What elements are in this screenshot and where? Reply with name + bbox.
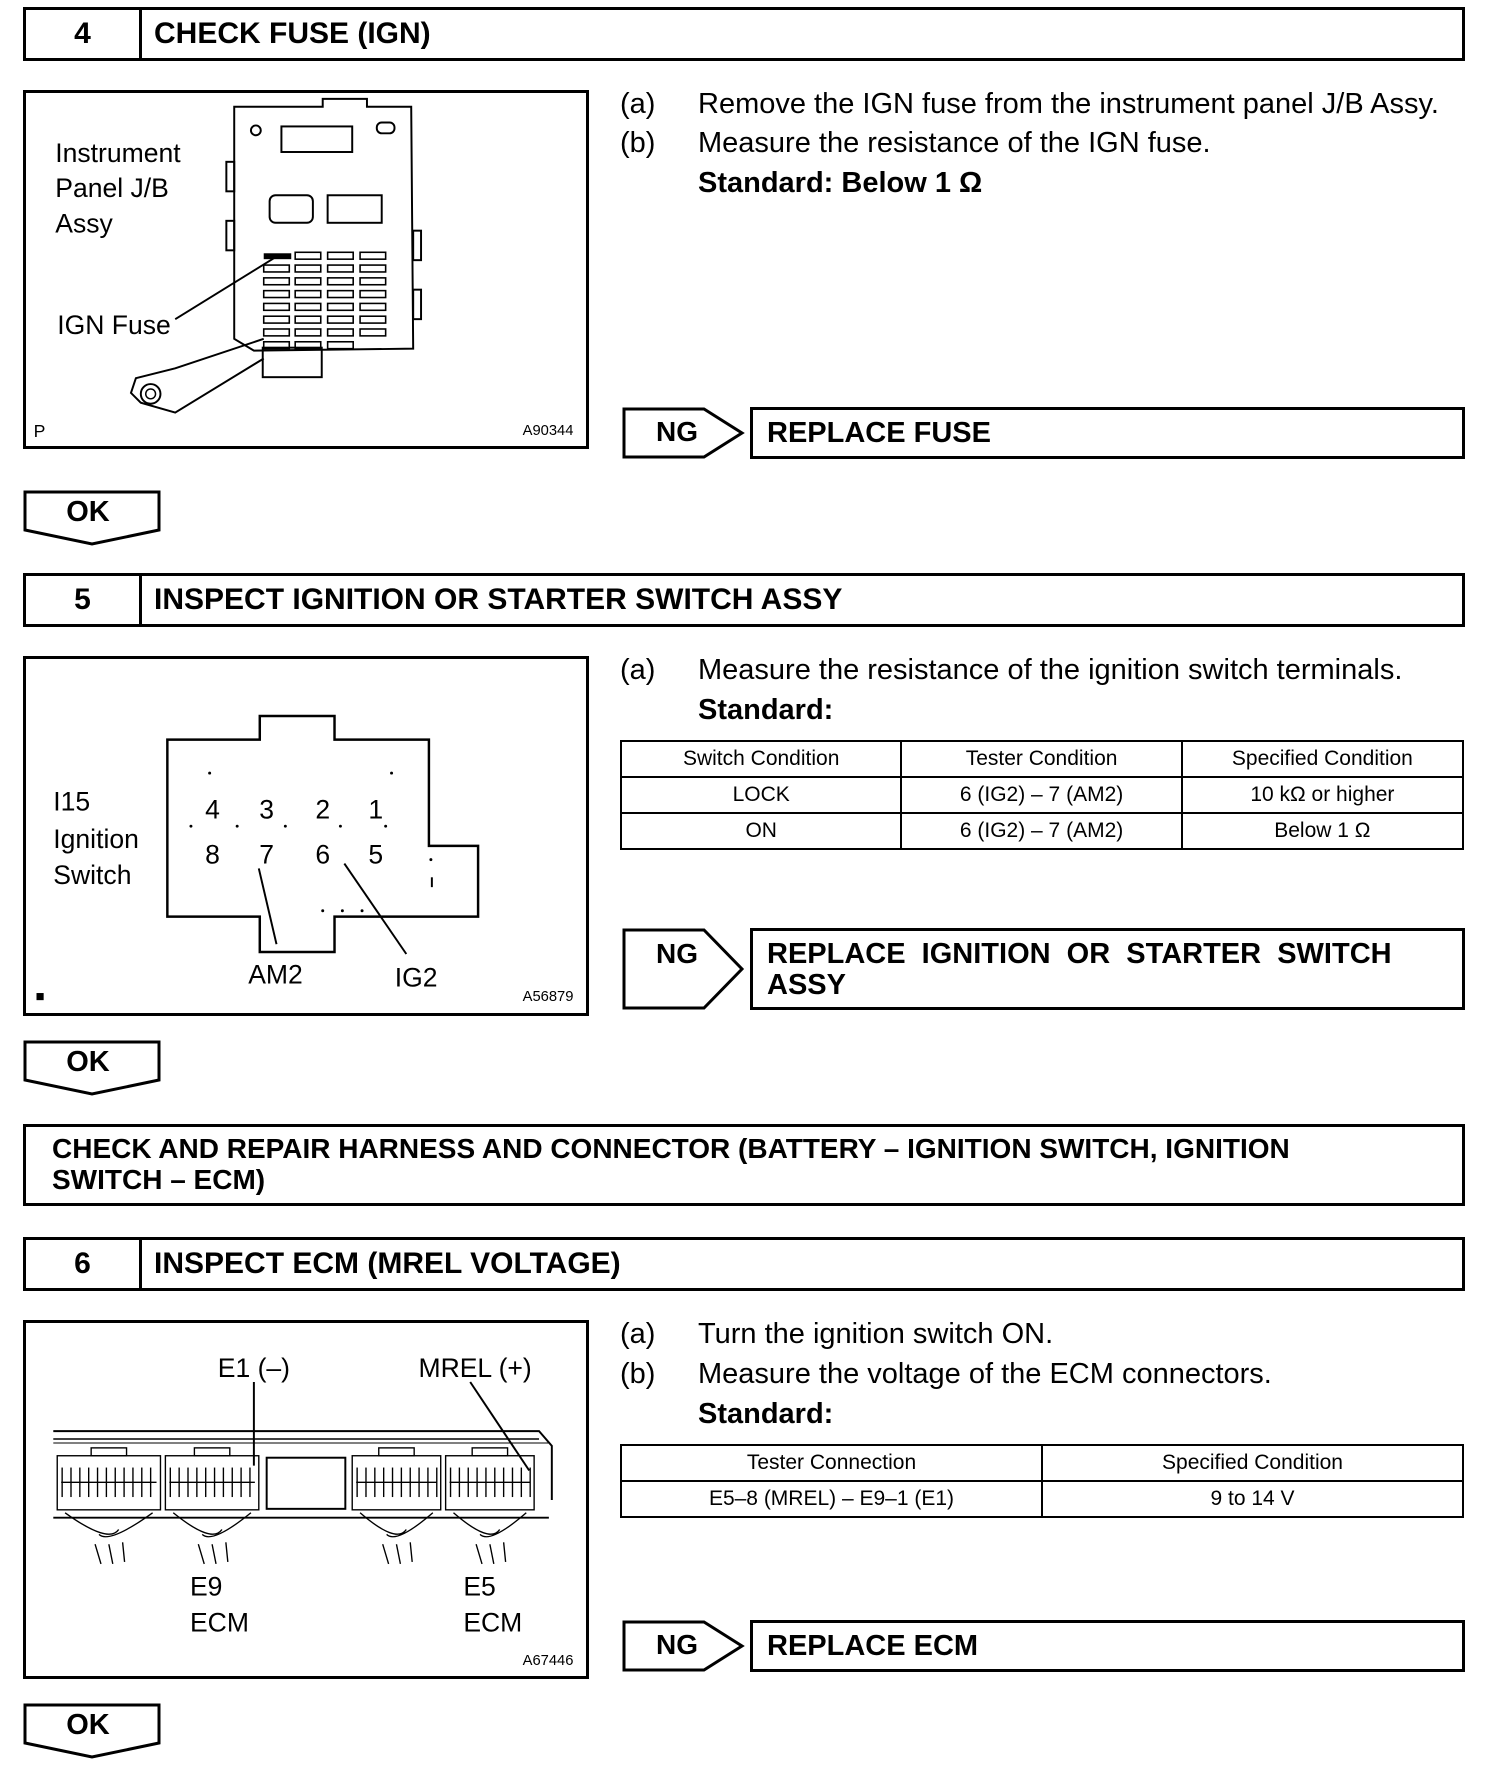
- instruction-a: (a) Remove the IGN fuse from the instrument panel J/B Assy.: [620, 88, 1439, 120]
- table-cell: 6 (IG2) – 7 (AM2): [901, 777, 1181, 813]
- label-e9-ecm: ECM: [189, 1607, 249, 1638]
- pin-1: 1: [368, 794, 384, 825]
- step-title: CHECK FUSE (IGN): [154, 17, 431, 50]
- label-switch: Switch: [53, 860, 132, 891]
- step-number: 4: [26, 10, 142, 58]
- corner-mark: ■: [35, 989, 45, 1006]
- figure-id: A90344: [522, 423, 574, 440]
- ng-result-switch: NG REPLACE IGNITION OR STARTER SWITCH ASSY: [622, 928, 1465, 1010]
- table-header-row: [621, 1445, 1463, 1481]
- label-e9: E9: [189, 1571, 223, 1602]
- ng-action: REPLACE IGNITION OR STARTER SWITCH ASSY: [750, 928, 1465, 1010]
- corner-mark: P: [33, 421, 46, 442]
- pin-3: 3: [259, 794, 275, 825]
- table-row: [621, 777, 1463, 813]
- step-number: 6: [26, 1240, 142, 1288]
- figure-id: A67446: [522, 1653, 574, 1670]
- pin-8: 8: [205, 839, 220, 870]
- ecm-figure: [23, 1320, 589, 1679]
- label-i15: I15: [53, 786, 91, 817]
- label-jb-line1: Instrument: [55, 137, 181, 168]
- step-title: INSPECT ECM (MREL VOLTAGE): [154, 1247, 621, 1280]
- table-cell: LOCK: [621, 777, 901, 813]
- pin-6: 6: [315, 839, 331, 870]
- table-header-cell: Specified Condition: [1042, 1445, 1463, 1481]
- table-cell: Below 1 Ω: [1182, 813, 1463, 849]
- label-ignition: Ignition: [53, 823, 139, 854]
- table-cell: E5–8 (MREL) – E9–1 (E1): [621, 1481, 1042, 1517]
- ng-result-fuse: NG REPLACE FUSE: [622, 407, 1465, 459]
- ok-result-step5: OK: [23, 1040, 161, 1092]
- instruction-a: (a) Measure the resistance of the ignition switch terminals.: [620, 654, 1403, 686]
- label-ign-fuse: IGN Fuse: [57, 309, 171, 340]
- ng-result-ecm: NG REPLACE ECM: [622, 1620, 1465, 1672]
- step-number: 5: [26, 576, 142, 624]
- repair-harness-box: CHECK AND REPAIR HARNESS AND CONNECTOR (BATTERY – IGNITION SWITCH, IGNITION SWITCH – ECM): [23, 1124, 1465, 1206]
- table-header-cell: Tester Connection: [621, 1445, 1042, 1481]
- figure-id: A56879: [522, 989, 574, 1006]
- label-e5: E5: [463, 1571, 496, 1602]
- table-cell: ON: [621, 813, 901, 849]
- step-title: INSPECT IGNITION OR STARTER SWITCH ASSY: [154, 583, 843, 616]
- standard-text: Standard: Below 1 Ω: [698, 167, 983, 199]
- pin-7: 7: [259, 839, 275, 870]
- table-cell: 10 kΩ or higher: [1182, 777, 1463, 813]
- table-cell: 6 (IG2) – 7 (AM2): [901, 813, 1181, 849]
- table-header-cell: Tester Condition: [901, 741, 1181, 777]
- step-4-header: [23, 7, 1465, 61]
- fuse-figure: [23, 90, 589, 449]
- label-jb-line3: Assy: [55, 208, 113, 239]
- table-cell: 9 to 14 V: [1042, 1481, 1463, 1517]
- step-6-header: [23, 1237, 1465, 1291]
- label-e5-ecm: ECM: [463, 1607, 523, 1638]
- standard-text: Standard:: [698, 694, 834, 726]
- instruction-a: (a) Turn the ignition switch ON.: [620, 1318, 1054, 1350]
- ecm-connectors-illustration: [26, 1323, 586, 1676]
- ok-result-step4: OK: [23, 490, 161, 542]
- step-5-header: [23, 573, 1465, 627]
- pin-4: 4: [205, 794, 220, 825]
- switch-figure: [23, 656, 589, 1016]
- label-jb-line2: Panel J/B: [55, 173, 169, 204]
- jb-assy-illustration: [26, 93, 586, 446]
- standard-text: Standard:: [698, 1398, 834, 1430]
- table-row: [621, 1481, 1463, 1517]
- instruction-b: (b) Measure the resistance of the IGN fuse.: [620, 127, 1211, 159]
- switch-spec-table: [620, 740, 1464, 850]
- table-header-cell: Specified Condition: [1182, 741, 1463, 777]
- ng-action: REPLACE ECM: [750, 1620, 1465, 1672]
- label-ig2: IG2: [394, 962, 438, 993]
- table-row: [621, 813, 1463, 849]
- label-am2: AM2: [248, 959, 303, 990]
- label-mrel: MREL (+): [418, 1353, 532, 1384]
- label-e1: E1 (–): [217, 1353, 291, 1384]
- pin-5: 5: [368, 839, 384, 870]
- instruction-b: (b) Measure the voltage of the ECM connectors.: [620, 1358, 1272, 1390]
- ok-result-step6: OK: [23, 1703, 161, 1755]
- ng-action: REPLACE FUSE: [750, 407, 1465, 459]
- ecm-spec-table: [620, 1444, 1464, 1518]
- ignition-switch-connector-illustration: [26, 659, 586, 1013]
- table-header-row: [621, 741, 1463, 777]
- pin-2: 2: [315, 794, 331, 825]
- table-header-cell: Switch Condition: [621, 741, 901, 777]
